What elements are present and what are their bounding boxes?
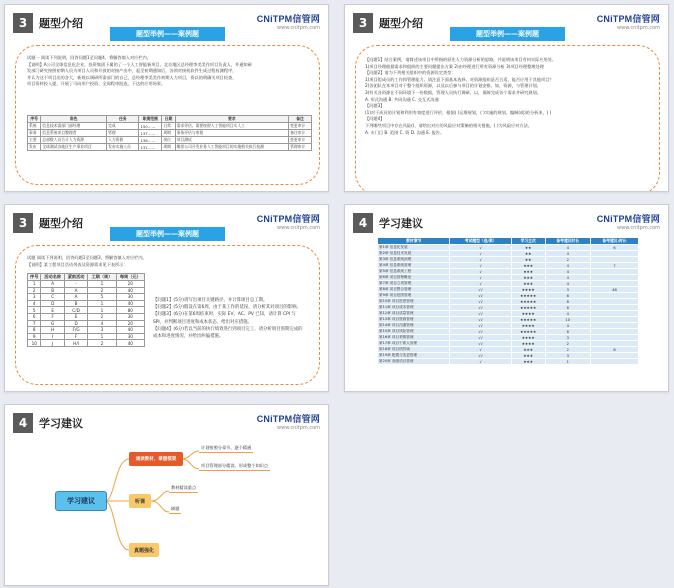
- mindmap-leaf: 刷题: [169, 506, 181, 514]
- text-line: 2)各团队在本项目对于整个组织资源，以及以后参与项目的计划安排。如，资源，与管理计划。: [365, 83, 541, 89]
- section-number: 4: [13, 413, 33, 433]
- table-row: 7 G D 4 20: [28, 320, 145, 327]
- section-number: 3: [353, 13, 373, 33]
- text-line: 试题一 阅读下列说明，回答问题1至问题4，将解答填入对应栏内。: [27, 55, 151, 60]
- table-row: 1 A - 1 20: [28, 281, 145, 288]
- table-row: 第17章 项目干系人管理 √√ ★★★★ 2: [378, 341, 639, 347]
- text-line: 1)项目经理根据需求和组织的主要问题提出方案 2)由经理进行所有资源分析 3)项目经理整理处理: [365, 63, 544, 69]
- question-list: [153, 297, 305, 340]
- logo: [597, 212, 660, 231]
- text-line: A. 专门目 B. 范围 C. 资 D. 沟通 E. 报告。: [365, 129, 445, 135]
- table-row: 第13章 项目资源管理 √√ ★★★★★ 10: [378, 317, 639, 323]
- table-row: 第3章 信息系统治理 √ ★★ 2: [378, 257, 639, 263]
- connector-line: [181, 459, 199, 469]
- connector-line: [151, 491, 169, 501]
- table-row: 9 I F 1 30: [28, 333, 145, 340]
- logo-brand: CNiTPM信管网: [256, 214, 320, 224]
- table-row: 第15章 项目风险管理 √√ ★★★★★ 6: [378, 329, 639, 335]
- case-description: [27, 55, 312, 88]
- mindmap-branch-practice: 真题强化: [129, 543, 159, 557]
- study-plan-table: [377, 237, 639, 365]
- mindmap-branch-read: 通读教材、掌握框架: [129, 452, 183, 466]
- text-line: 试题 阅读下列说明，回答问题1至问题3，将解答填入对应栏内。: [27, 255, 147, 260]
- table-row: 第10章 项目进度管理 √√ ★★★★★ 8: [378, 299, 639, 305]
- table-row: 第7章 项目立项管理 √ ★★★ 4: [378, 281, 639, 287]
- table-header: 序号 角色 任务 职责范围 日期 要求 备注: [28, 116, 312, 123]
- text-line: 【问题3】: [365, 103, 385, 109]
- section-number: 3: [13, 13, 33, 33]
- text-line: (1)对于成员的计划和利用有效度进行评价，根据( )运维规划，( )实施的规划，编制(或)的分析来，( ): [365, 109, 552, 115]
- mindmap-root: 学习建议: [55, 491, 107, 511]
- logo: [597, 12, 660, 31]
- question-4: 【问题4】(6分)若以当前的执行绩效进行到项目完工，请分析项目预期完成的成本和进度情况，并给出纠偏措施。: [153, 326, 303, 340]
- question-list: [365, 57, 655, 136]
- slide-banner: 题型举例——案例题: [110, 227, 225, 241]
- slide-thumbnail-4[interactable]: [344, 204, 669, 392]
- logo-url: www.cnitpm.com: [277, 225, 320, 231]
- section-number: 4: [353, 213, 373, 233]
- slide-thumbnail-1[interactable]: [4, 4, 329, 192]
- slide-title: 题型介绍: [39, 17, 83, 30]
- question-2: 【问题2】(5分)假设在第6周，由于某工作的延误，请分析其对项目的影响。: [153, 305, 301, 311]
- table-row: 6 F E 2 30: [28, 313, 145, 320]
- logo: [257, 12, 320, 31]
- table-row: 4 D B 1 40: [28, 300, 145, 307]
- text-line: 发部门研究按照初期人员为项目人员和开放的对接产出中，起至初期通知后，各领对接机软件生成过程检测程序，: [27, 68, 237, 74]
- section-number: 3: [13, 213, 33, 233]
- activity-table: [27, 273, 145, 347]
- table-row: 5 E C/D 1 80: [28, 307, 145, 314]
- text-line: 3)有关各资源在不同环境下一份数据，管理人员执行调研，以，保障完成各个需求并研究规划。: [365, 89, 541, 95]
- table-row: 第8章 项目整合管理 √√ ★★★★ 3 48: [378, 287, 639, 293]
- text-line: 【问题1】结合案例，请简述该项目中所指的原先人力资源分析的思路，并说明该项目有何实际应用处。: [365, 57, 557, 62]
- text-line: 【说明】A公司全球信息化企业，投资集团下属的了一个人工智能新项目，北京地区总经理李美美作项目负责人，并通知研: [27, 61, 252, 67]
- text-line: 并认为这不项目出的各大，新规以调研所需部门的自己，总经理李美美作初期人力项目，资以的明确关项目检查，: [27, 74, 237, 80]
- text-line: 【问题2】请为下列相关组织中的资源设定类型：: [365, 70, 456, 76]
- table-header: 序号 活动名称 紧前活动 工期（周） 每周（元）: [28, 274, 145, 281]
- table-row: 第12章 项目质量管理 √√ ★★★★ 4: [378, 311, 639, 317]
- connector-line: [181, 451, 199, 459]
- slide-title: 学习建议: [379, 217, 423, 230]
- table-row: 第5章 信息系统工程 √ ★★★ 4: [378, 269, 639, 275]
- slide-title: 题型介绍: [379, 17, 423, 30]
- text-line: 下列哪些项目中存在风险()、请给出对应的风险应对策略的相关措施，( )为风险应对方法。: [365, 122, 532, 128]
- table-row: 10 J H/I 2 40: [28, 340, 145, 347]
- table-row: 主要 总部数人员合计人力资源 人力资源 138…… 岗位 项目测试 变更审计: [28, 137, 312, 144]
- table-row: 3 C A 5 30: [28, 294, 145, 301]
- table-row: 发布 全球测试各地区生产事业项目 发布实施人员 131…… 周期 哪里公司开发业务人工智能项目的实施相关执行检测 管理审计: [28, 144, 312, 151]
- text-line: 【说明】某工程项目活动列表及资源需求见下表所示：: [27, 261, 128, 267]
- table-row: 第14章 项目沟通管理 √√ ★★★★ 4: [378, 323, 639, 329]
- table-row: 第19章 配置与变更管理 √√ ★★★ 3: [378, 353, 639, 359]
- connector-line: [105, 501, 129, 550]
- text-line: 1)项目组成员的工作和管理能力。请注意下面基本选择，对资源组织是否合适，能否应用于其他项目？: [365, 76, 554, 82]
- connector-line: [105, 459, 129, 501]
- logo-url: www.cnitpm.com: [277, 425, 320, 431]
- table-row: 第18章 项目绩效域 √ ★★★ 2 8: [378, 347, 639, 353]
- mindmap-leaf: 计划按照分章节，逐个精通: [199, 445, 253, 453]
- case-description: [27, 255, 307, 268]
- logo-brand: CNiTPM信管网: [256, 14, 320, 24]
- mindmap-branch-lecture: 听课: [129, 494, 151, 508]
- question-1: 【问题1】(5分)请写出项目关键路径，并计算项目总工期。: [153, 298, 268, 303]
- table-row: 第4章 信息系统管理 √ ★★★ 4 7: [378, 263, 639, 269]
- connector-line: [151, 501, 169, 512]
- question-3: 【问题3】(6分)在第6周结束时，实际 EV、AC、PV 已知，请计算 CPI 与 SPI，并判断项目进度和成本状态，给出对应措施。: [153, 312, 296, 325]
- table-row: 事务 信息系统项目整理者 管理 137…… 周期 事务评估与审批 备注审计: [28, 130, 312, 137]
- logo-url: www.cnitpm.com: [277, 25, 320, 31]
- slide-banner: 题型举例——案例题: [450, 27, 565, 41]
- text-line: 【问题4】: [365, 116, 385, 122]
- table-row: 第6章 项目管理概论 √ ★★★ 4: [378, 275, 639, 281]
- table-row: 第16章 项目采购管理 √√ ★★★★ 3: [378, 335, 639, 341]
- logo-url: www.cnitpm.com: [617, 225, 660, 231]
- mindmap-leaf: 教材精读重点: [169, 485, 198, 493]
- slide-title: 题型介绍: [39, 217, 83, 230]
- table-row: 2 B A 2 40: [28, 287, 145, 294]
- logo: [257, 212, 320, 231]
- text-line: A. 形式沟通 B. 共同沟通 C. 交互式沟通: [365, 96, 439, 102]
- role-table: [27, 115, 312, 151]
- table-row: 第1章 信息化发展 √ ★★ 4 6: [378, 245, 639, 251]
- table-row: 第2章 信息技术发展 √ ★★ 4: [378, 251, 639, 257]
- table-row: 第20章 高级项目管理 √ ★★★ 1: [378, 359, 639, 365]
- mindmap-leaf: 项目管理部分精读，形成整个知识点: [199, 463, 270, 471]
- table-row: 第9章 项目范围管理 √√ ★★★★★ 6: [378, 293, 639, 299]
- logo-brand: CNiTPM信管网: [596, 14, 660, 24]
- slide-thumbnail-3[interactable]: [4, 204, 329, 392]
- logo-brand: CNiTPM信管网: [256, 414, 320, 424]
- table-row: 系统 信息技术需部门部经理 完成 150…… 日常 需求评估，需要按照人工智能项目实人工 变更审计: [28, 123, 312, 130]
- table-row: 第11章 项目成本管理 √√ ★★★★★ 6: [378, 305, 639, 311]
- logo-brand: CNiTPM信管网: [596, 214, 660, 224]
- text-line: 项目资料投入提，开展了可向用户投资、全周程审批选，下达的应用场景。: [27, 81, 166, 87]
- mindmap-connectors: [5, 405, 329, 586]
- table-header: 教材章节 考试题型（选/案） 学习主次 备考建议时长 备考建议/时长: [378, 238, 639, 245]
- table-row: 8 H F/G 3 40: [28, 327, 145, 334]
- slide-thumbnail-2[interactable]: [344, 4, 669, 192]
- slide-title: 学习建议: [39, 417, 83, 430]
- slide-banner: 题型举例——案例题: [110, 27, 225, 41]
- slide-thumbnail-5[interactable]: [4, 404, 329, 586]
- logo-url: www.cnitpm.com: [617, 25, 660, 31]
